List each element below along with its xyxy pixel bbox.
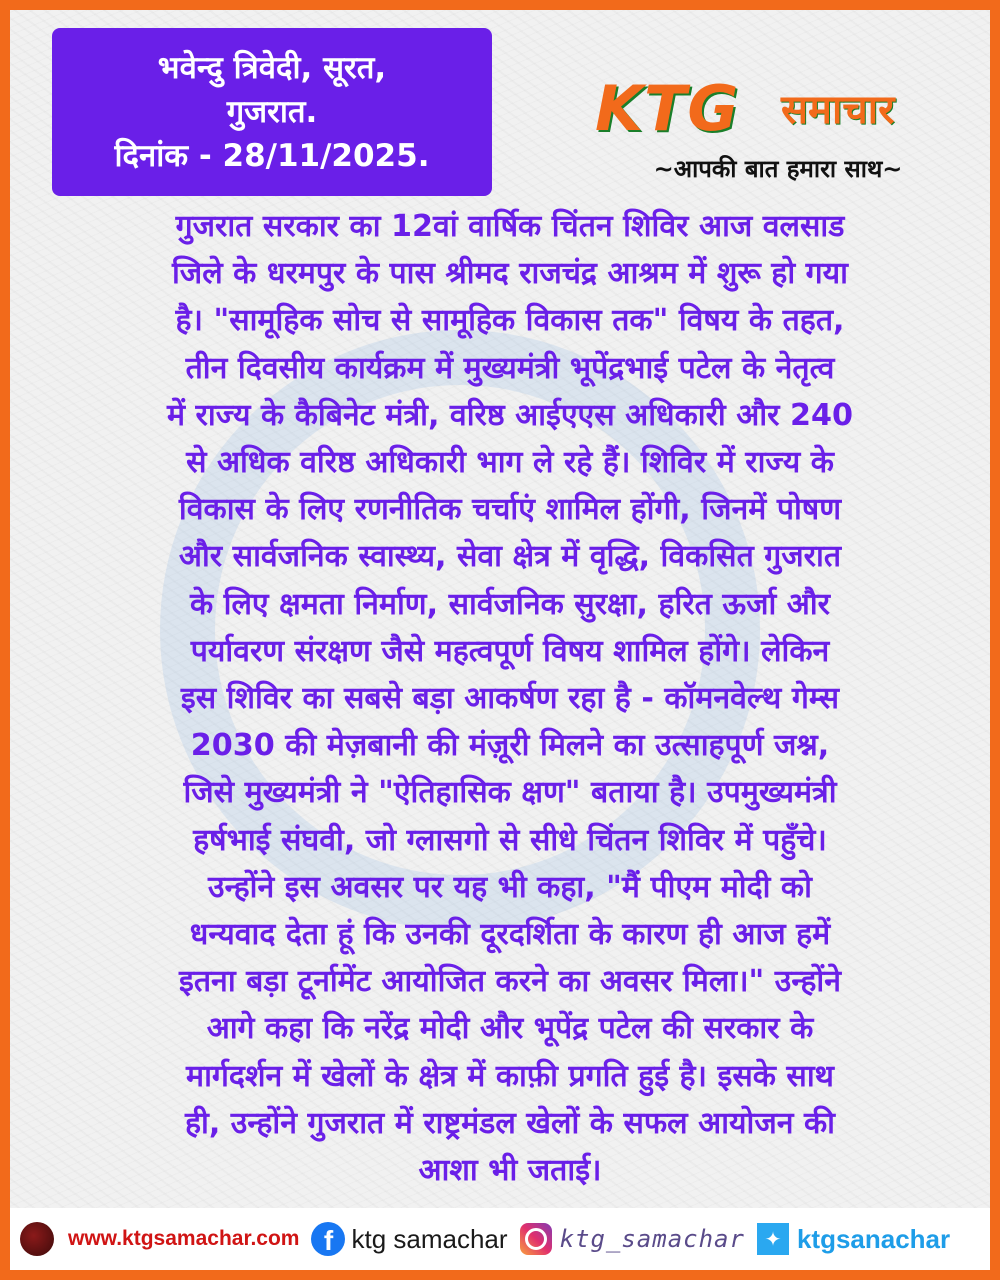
- instagram-icon: [520, 1223, 552, 1255]
- instagram-link[interactable]: [520, 1223, 745, 1255]
- article-line: से अधिक वरिष्ठ अधिकारी भाग ले रहे हैं। शिविर में राज्य के: [186, 445, 834, 481]
- facebook-icon: f: [311, 1222, 345, 1256]
- byline-author: भवेन्दु त्रिवेदी, सूरत,: [157, 50, 387, 86]
- article-line: इतना बड़ा टूर्नामेंट आयोजित करने का अवसर मिला।" उन्होंने: [179, 964, 841, 1000]
- globe-icon: [20, 1222, 54, 1256]
- article-line: है। "सामूहिक सोच से सामूहिक विकास तक" विषय के तहत,: [175, 303, 845, 339]
- article-line: धन्यवाद देता हूं कि उनकी दूरदर्शिता के कारण ही आज हमें: [189, 917, 831, 953]
- article-body: [36, 203, 984, 1194]
- article-line: आशा भी जताई।: [418, 1153, 602, 1189]
- byline-date: दिनांक - 28/11/2025.: [114, 138, 430, 174]
- logo-tagline: ~आपकी बात हमारा साथ~: [653, 155, 903, 183]
- website-text: www.ktgsamachar.com: [68, 1227, 300, 1250]
- article-line: इस शिविर का सबसे बड़ा आकर्षण रहा है - कॉमनवेल्थ गेम्स: [180, 681, 840, 717]
- logo-samachar-text: समाचार: [781, 87, 895, 133]
- facebook-link[interactable]: [311, 1222, 507, 1256]
- article-line: मार्गदर्शन में खेलों के क्षेत्र में काफ़ी प्रगति हुई है। इसके साथ: [186, 1058, 834, 1094]
- logo-ktg-text: KTG: [595, 72, 740, 145]
- facebook-text: ktg samachar: [351, 1223, 508, 1254]
- article-line: हर्षभाई संघवी, जो ग्लासगो से सीधे चिंतन शिविर में पहुँचे।: [193, 822, 827, 858]
- article-line: में राज्य के कैबिनेट मंत्री, वरिष्ठ आईएएस अधिकारी और 240: [166, 397, 854, 433]
- article-line: उन्होंने इस अवसर पर यह भी कहा, "मैं पीएम मोदी को: [208, 869, 812, 905]
- twitter-link[interactable]: [757, 1223, 950, 1255]
- article-line: ही, उन्होंने गुजरात में राष्ट्रमंडल खेलों के सफल आयोजन की: [184, 1105, 835, 1141]
- instagram-text: ktg_samachar: [559, 1225, 745, 1253]
- twitter-icon: ✦: [757, 1223, 789, 1255]
- article-line: के लिए क्षमता निर्माण, सार्वजनिक सुरक्षा, हरित ऊर्जा और: [189, 586, 831, 622]
- article-line: जिले के धरमपुर के पास श्रीमद राजचंद्र आश्रम में शुरू हो गया: [171, 256, 848, 292]
- article-line: विकास के लिए रणनीतिक चर्चाएं शामिल होंगी, जिनमें पोषण: [178, 492, 842, 528]
- article-line: जिसे मुख्यमंत्री ने "ऐतिहासिक क्षण" बताया है। उपमुख्यमंत्री: [183, 775, 837, 811]
- ktg-samachar-logo: [595, 68, 965, 148]
- article-line: तीन दिवसीय कार्यक्रम में मुख्यमंत्री भूपेंद्रभाई पटेल के नेतृत्व: [185, 350, 835, 386]
- article-line: गुजरात सरकार का 12वां वार्षिक चिंतन शिविर आज वलसाड: [175, 209, 845, 244]
- website-link[interactable]: [10, 1222, 299, 1256]
- twitter-text: ktgsanachar: [796, 1223, 951, 1254]
- social-footer: [10, 1208, 990, 1270]
- article-line: और सार्वजनिक स्वास्थ्य, सेवा क्षेत्र में वृद्धि, विकसित गुजरात: [178, 539, 842, 575]
- byline-box: [52, 28, 492, 196]
- article-line: 2030 की मेज़बानी की मंज़ूरी मिलने का उत्साहपूर्ण जश्न,: [190, 728, 830, 764]
- byline-state: गुजरात.: [226, 94, 318, 130]
- article-line: आगे कहा कि नरेंद्र मोदी और भूपेंद्र पटेल की सरकार के: [206, 1011, 814, 1047]
- article-line: पर्यावरण संरक्षण जैसे महत्वपूर्ण विषय शामिल होंगे। लेकिन: [190, 633, 830, 669]
